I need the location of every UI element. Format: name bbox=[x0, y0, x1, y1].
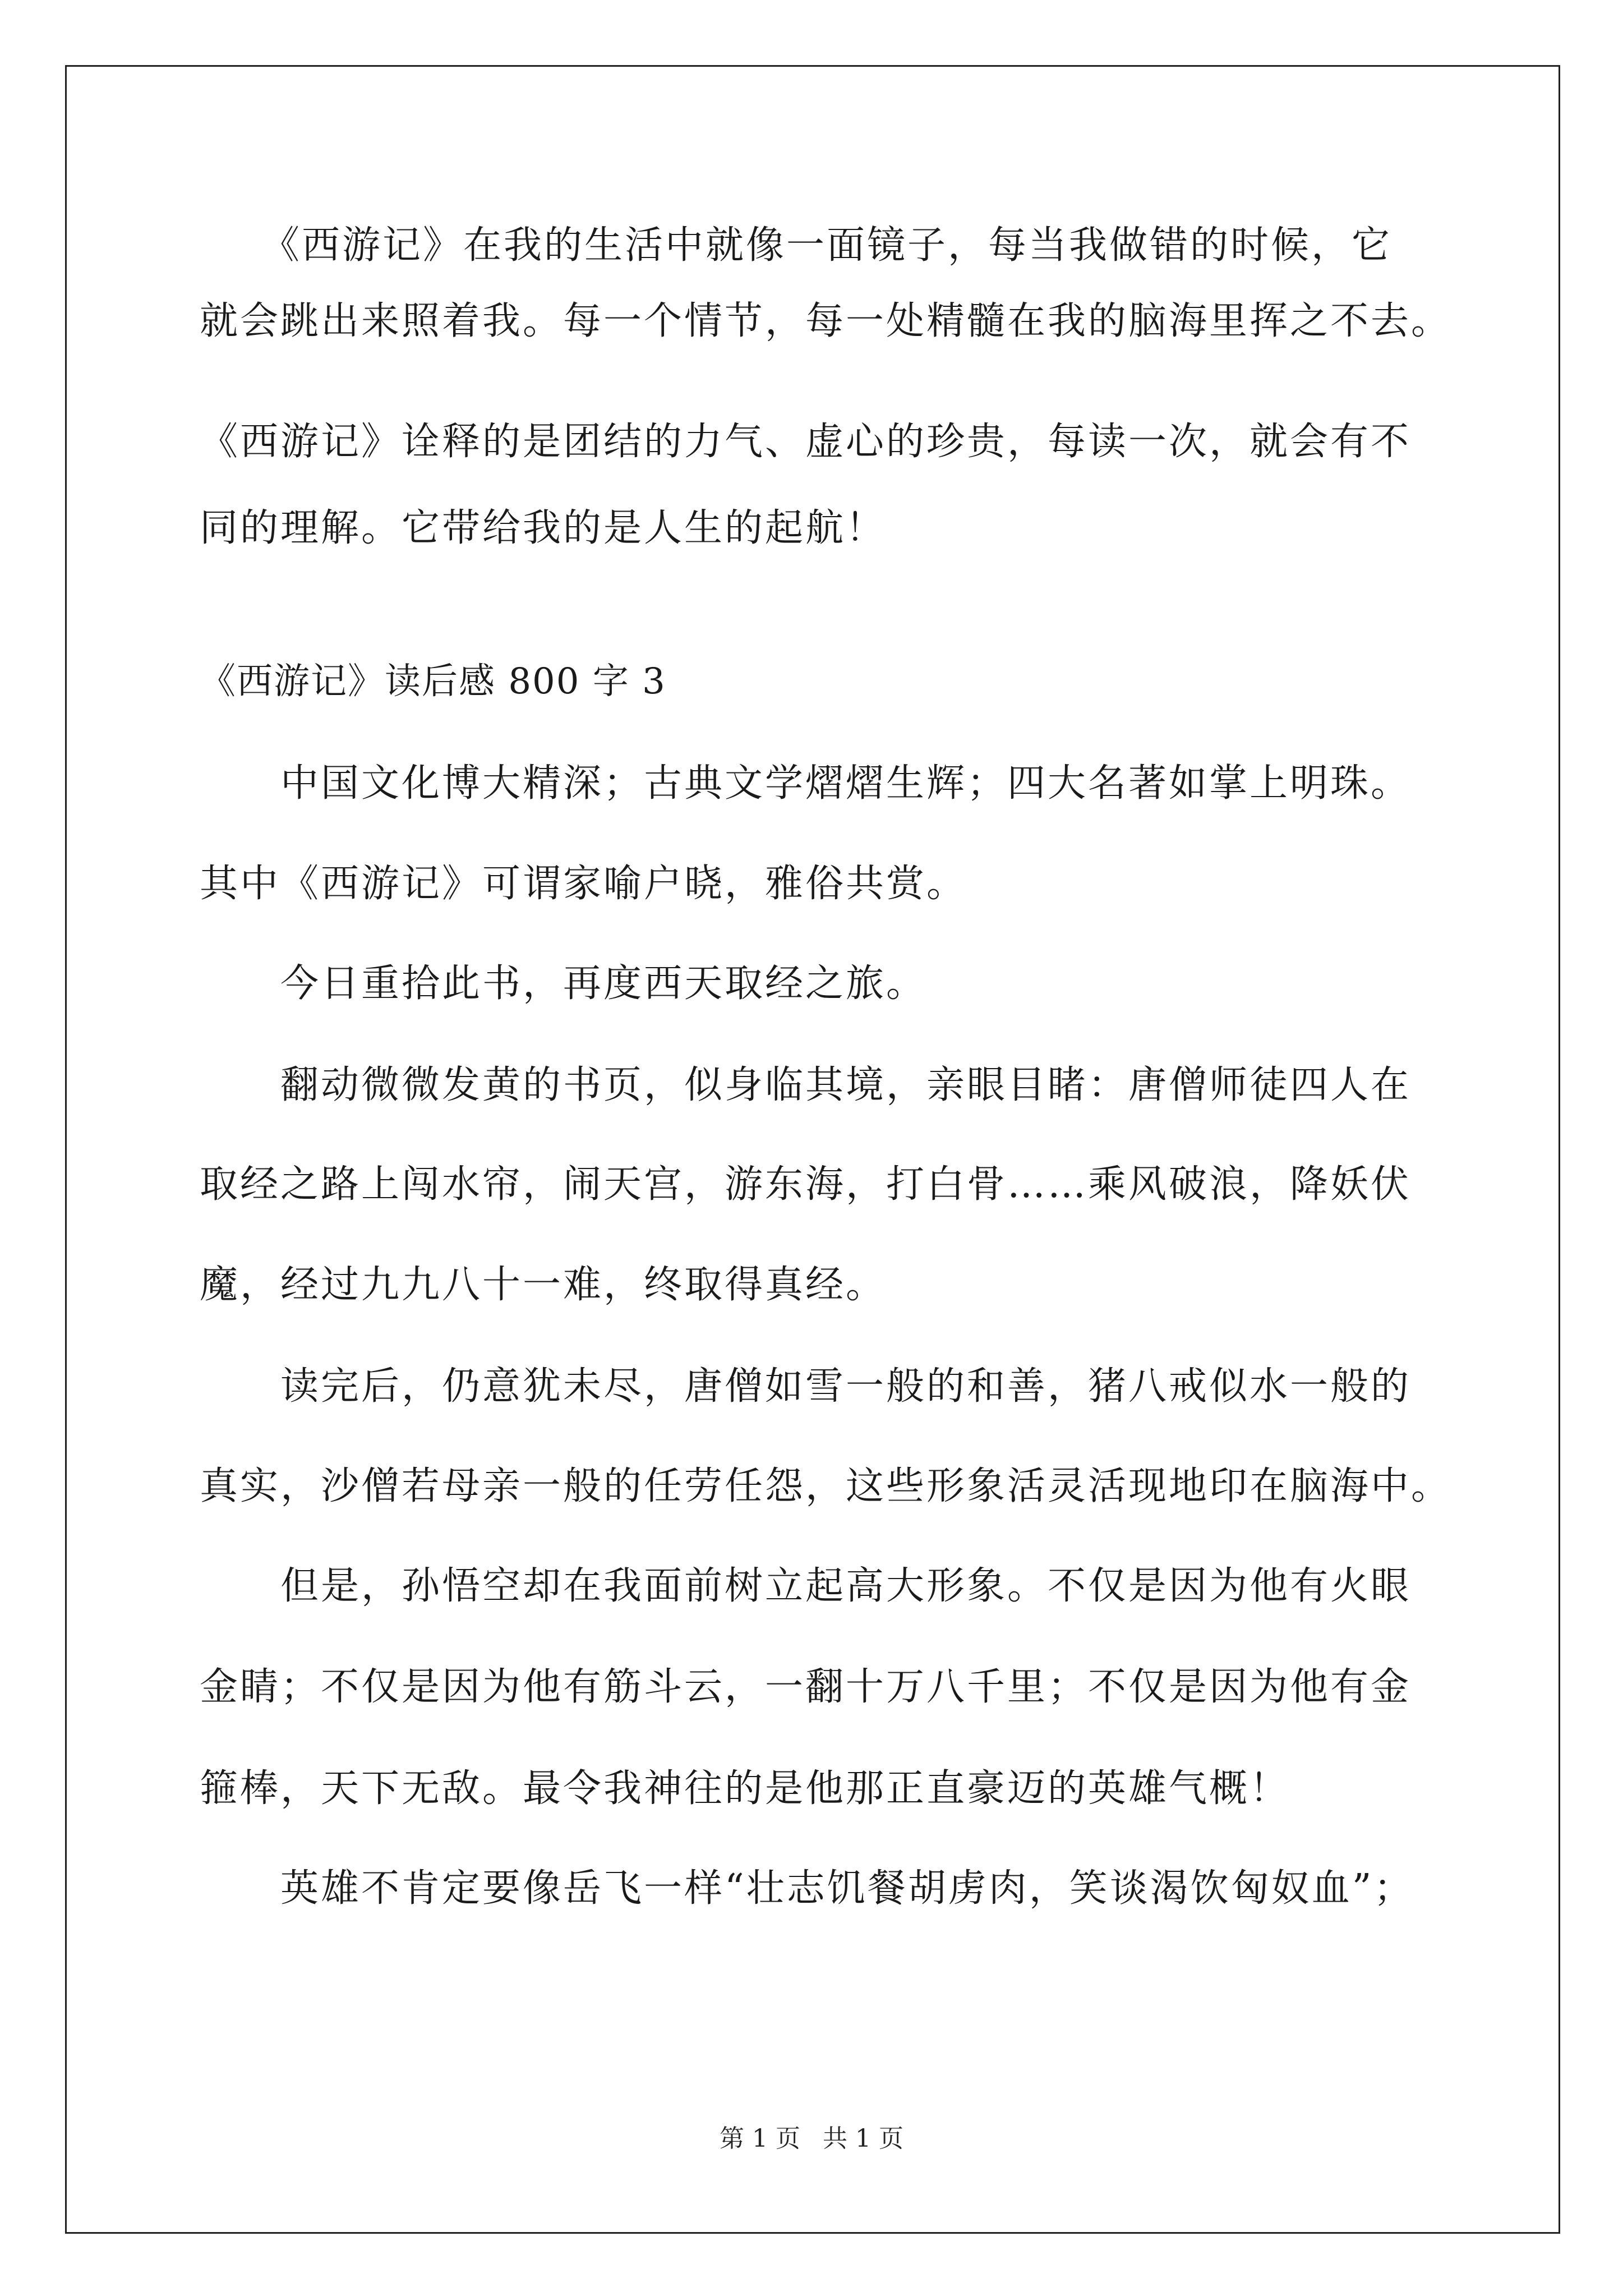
text-line: 就会跳出来照着我。每一个情节，每一处精髓在我的脑海里挥之不去。 bbox=[200, 299, 1452, 343]
page-footer bbox=[0, 2123, 1623, 2155]
text-line: 《西游记》在我的生活中就像一面镜子，每当我做错的时候，它 bbox=[200, 223, 1393, 268]
page-number-total: 共 1 页 bbox=[823, 2124, 903, 2153]
text-line: 翻动微微发黄的书页，似身临其境，亲眼目睹：唐僧师徒四人在 bbox=[200, 1063, 1412, 1107]
text-line: 真实，沙僧若母亲一般的任劳任怨，这些形象活灵活现地印在脑海中。 bbox=[200, 1464, 1452, 1508]
text-line: 取经之路上闯水帘，闹天宫，游东海，打白骨……乘风破浪，降妖伏 bbox=[200, 1162, 1412, 1207]
text-line: 读完后，仍意犹未尽，唐僧如雪一般的和善，猪八戒似水一般的 bbox=[200, 1364, 1412, 1409]
text-line: 魔，经过九九八十一难，终取得真经。 bbox=[200, 1263, 887, 1307]
page-number-current: 第 1 页 bbox=[720, 2124, 800, 2153]
text-line: 箍棒，天下无敌。最令我神往的是他那正直豪迈的英雄气概！ bbox=[200, 1766, 1290, 1811]
text-line: 《西游记》诠释的是团结的力气、虚心的珍贵，每读一次，就会有不 bbox=[200, 420, 1412, 464]
text-line: 但是，孙悟空却在我面前树立起高大形象。不仅是因为他有火眼 bbox=[200, 1564, 1412, 1608]
text-line: 金睛；不仅是因为他有筋斗云，一翻十万八千里；不仅是因为他有金 bbox=[200, 1665, 1412, 1709]
text-line: 同的理解。它带给我的是人生的起航！ bbox=[200, 506, 887, 550]
text-line: 中国文化博大精深；古典文学熠熠生辉；四大名著如掌上明珠。 bbox=[200, 761, 1412, 806]
section-heading: 《西游记》读后感 800 字 3 bbox=[200, 661, 666, 702]
text-line: 今日重拾此书，再度西天取经之旅。 bbox=[200, 961, 927, 1006]
text-line: 其中《西游记》可谓家喻户晓，雅俗共赏。 bbox=[200, 862, 967, 906]
text-line: 英雄不肯定要像岳飞一样“壮志饥餐胡虏肉，笑谈渴饮匈奴血”； bbox=[200, 1866, 1414, 1911]
